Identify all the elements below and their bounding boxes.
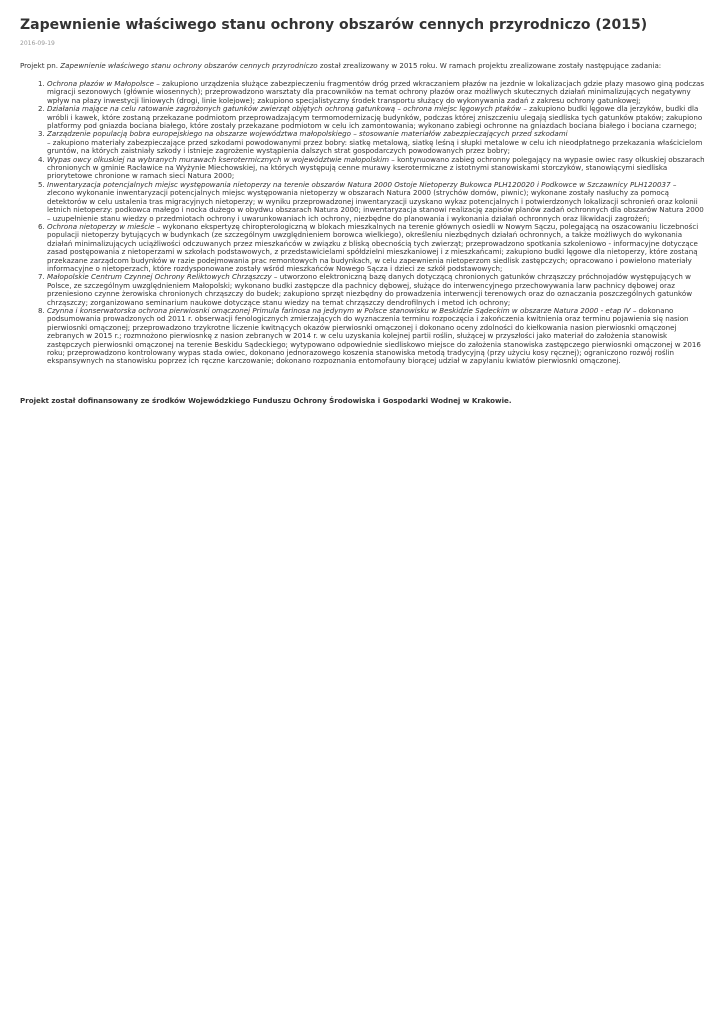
task-description: – kontynuowano zabieg ochronny polegający na wypasie owiec rasy olkuskiej obszarach chronionych w gminie Racławice na Wyżynie Miechowskiej, na których występują cenne murawy kserotermiczne z istotnymi stanowiskami storczyków, stanowiącymi siedliska priorytetowe chronione w ramach sieci Natura 2000; xyxy=(47,154,705,181)
task-description: – zlecono wykonanie inwentaryzacji potencjalnych miejsc występowania nietoperzy w obszarach Natura 2000 (strychów domów, piwnic); wykonane zostały nasłuchy za pomocą detektorów w celu ustalenia tras migracyjnych nietoperzy; w wyniku przeprowadzonej inwentaryzacji uzyskano wykaz potencjalnych i potwierdzonych lokalizacji schronień oraz kolonii letnich nietoperzy: podkowca małego i nocka dużego w obydwu obszarach Natura 2000; inwentaryzacja stanowi realizację zapisów planów zadań ochronnych dla obszarów Natura 2000 – uzupełnienie stanu wiedzy o przedmiotach ochrony i uwarunkowaniach ich ochrony, niezbędne do planowania i wykonania działań ochronnych oraz likwidacji zagrożeń; xyxy=(47,179,704,223)
task-description: – zakupiono materiały zabezpieczające przed szkodami powodowanymi przez bobry: siatkę metalową, siatkę leśną i słupki metalowe w celu ich nieodpłatnego przekazania właścicielom gruntów, na których zaistniały szkody i istnieje zagrożenie wystąpienia dalszych strat gospodarczych powodowanych przez bobry; xyxy=(47,137,703,156)
task-item xyxy=(47,156,705,181)
task-item xyxy=(47,105,705,130)
task-list xyxy=(20,80,705,366)
task-description: – wykonano ekspertyzę chiropterologiczną w blokach mieszkalnych na terenie głównych osiedli w Nowym Sączu, polegającą na oszacowaniu liczebności populacji nietoperzy bytujących w budynkach (ze szczególnym uwzględnieniem borowca wielkiego), określeniu niezbędnych działań ochronnych, a także możliwych do wykonania działań minimalizujących uciążliwości odczuwanych przez mieszkańców w związku z bliską obecnością tych zwierząt; przeprowadzono spotkania szkoleniowo - informacyjne dotyczące zasad postępowania z nietoperzami w szkołach podstawowych, z przedstawicielami spółdzielni mieszkaniowej i z mieszkańcami; zakupiono budki lęgowe dla nietoperzy, które zostaną przekazane zarządcom budynków w razie podejmowania prac remontowych na budynkach, w celu zapewnienia nietoperzom siedlisk zastępczych; opracowano i powielono materiały informacyjne o nietoperzach, które rozdysponowane zostały wśród mieszkańców Nowego Sącza i dzieci ze szkół podstawowych; xyxy=(47,221,699,273)
task-item xyxy=(47,181,705,223)
task-title: Wypas owcy olkuskiej na wybranych murawach kserotermicznych w województwie małopolskim xyxy=(47,154,390,164)
intro-suffix: został zrealizowany w 2015 roku. W ramach projektu zrealizowane zostały następujące zadania: xyxy=(317,61,662,70)
task-item xyxy=(47,307,705,366)
task-description: – zakupiono budki lęgowe dla jerzyków, budki dla wróbli i kawek, które zostaną przekazane podmiotom przeprowadzającym termomodernizację budynków, podczas której zniszczeniu ulegają siedliska tych gatunków ptaków; zakupiono platformy pod gniazda bociana białego, które zostały przekazane podmiotom w celu ich zamontowania; wykonano zabiegi ochronne na gniazdach bociana białego i bociana czarnego; xyxy=(47,104,703,131)
task-item xyxy=(47,223,705,273)
page-title: Zapewnienie właściwego stanu ochrony obszarów cennych przyrodniczo (2015) xyxy=(20,17,648,33)
intro-prefix: Projekt pn. xyxy=(20,61,61,70)
task-title: Czynna i konserwatorska ochrona pierwiosnki omączonej Primula farinosa na jedynym w Polsce stanowisku w Beskidzie Sądeckim w obszarze Natura 2000 - etap IV xyxy=(47,305,631,315)
task-title: Ochrona płazów w Małopolsce xyxy=(47,79,155,88)
task-description: – zakupiono urządzenia służące zabezpieczeniu fragmentów dróg przed wkraczaniem płazów na jezdnie w lokalizacjach gdzie płazy masowo giną podczas migracji sezonowych (głównie wiosennych); przeprowadzono warsztaty dla pracowników na temat ochrony płazów oraz możliwych skutecznych działań minimalizujących negatywny wpływ na płazy inwestycji liniowych (drogi, linie kolejowe); zakupiono specjalistyczny środek transportu służący do wykonywania zadań z zakresu ochrony gatunkowej; xyxy=(47,79,705,105)
publish-date: 2016-09-19 xyxy=(20,40,55,47)
task-title: Małopolskie Centrum Czynnej Ochrony Reliktowych Chrząszczy xyxy=(47,272,272,282)
task-item xyxy=(47,130,705,155)
task-item xyxy=(47,80,705,105)
task-title: Zarządzenie populacją bobra europejskiego na obszarze województwa małopolskiego – stosowanie materiałów zabezpieczających przed szkodami xyxy=(47,129,568,139)
task-description: – utworzono elektroniczną bazę danych dotyczącą chronionych gatunków chrząszczy próchnojadów występujących w Polsce, ze szczególnym uwzględnieniem Małopolski; wykonano budki zastępcze dla pachnicy dębowej, służące do interwencyjnego przechowywania larw pachnicy dębowej oraz przeniesiono czynne żerowiska chronionych chrząszczy do budek; zakupiono sprzęt niezbędny do prowadzenia interwencji terenowych oraz do oznaczania poszczególnych gatunków chrząszczy; zorganizowano seminarium naukowe dotyczące stanu wiedzy na temat chrząszczy dendrofilnych i metod ich ochrony; xyxy=(47,272,693,307)
project-name: Zapewnienie właściwego stanu ochrony obszarów cennych przyrodniczo xyxy=(60,61,318,70)
task-title: Inwentaryzacja potencjalnych miejsc występowania nietoperzy na terenie obszarów Natura 2000 Ostoje Nietoperzy Bukowca PLH120020 i Podkowce w Szczawnicy PLH120037 xyxy=(47,179,671,189)
task-title: Działania mające na celu ratowanie zagrożonych gatunków zwierząt objętych ochroną gatunkową – ochrona miejsc lęgowych ptaków xyxy=(47,104,522,114)
task-title: Ochrona nietoperzy w mieście xyxy=(47,221,155,231)
article xyxy=(0,0,725,405)
intro-paragraph xyxy=(20,61,705,70)
funding-note: Projekt został dofinansowany ze środków Wojewódzkiego Funduszu Ochrony Środowiska i Gospodarki Wodnej w Krakowie. xyxy=(20,395,512,405)
task-description: – dokonano podsumowania prowadzonych od 2011 r. obserwacji fenologicznych zmierzających do wyznaczenia terminu rozpoczęcia i zakończenia kwitnienia oraz terminu pojawienia się nasion pierwiosnki omączonej; przeprowadzono trzykrotne liczenie kwitnących okazów pierwiosnki omączonej i dokonano oceny zdolności do kiełkowania nasion pierwiosnki omączonej zebranych w 2015 r.; rozmnożono pierwiosnkę z nasion zebranych w 2014 r. w celu uzyskania kolejnej partii roślin, służącej w przyszłości jako materiał do założenia stanowisk zastępczych pierwiosnki omączonej na terenie Beskidu Sądeckiego; wytypowano odpowiednie siedliskowo miejsce do założenia stanowiska zastępczego pierwiosnki omączonej w 2016 roku; przeprowadzono kontrolowany wypas stada owiec, dokonano jednorazowego koszenia stanowiska metodą tradycyjną (przy użyciu kosy ręcznej); ograniczono rozwój roślin ekspansywnych na stanowisku poprzez ich ręczne karczowanie; dokonano rozpoznania entomofauny biorącej udział w zapylaniu kwiatów pierwiosnki omączonej. xyxy=(47,305,701,366)
task-item xyxy=(47,273,705,307)
